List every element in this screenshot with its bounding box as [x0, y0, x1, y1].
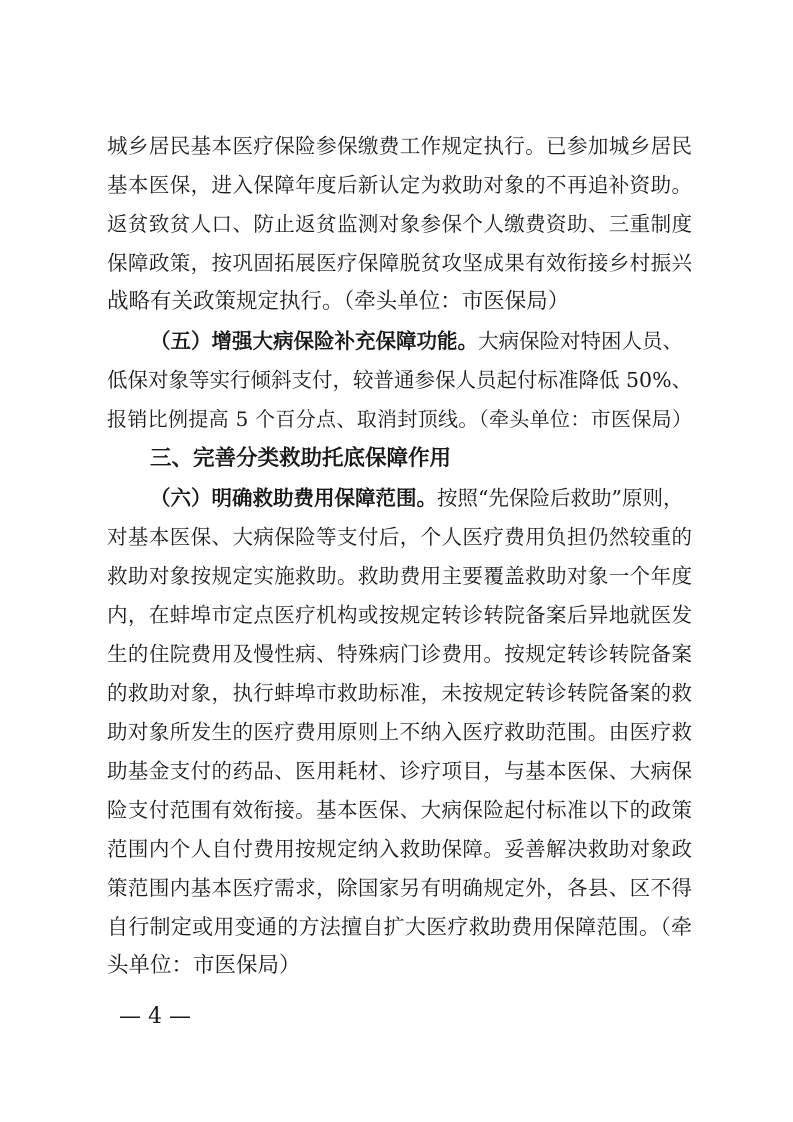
item-6-line: 策范围内基本医疗需求，除国家另有明确规定外，各县、区不得 [107, 876, 692, 900]
paragraph-line: 战略有关政策规定执行。（牵头单位：市医保局） [107, 289, 570, 314]
item-6-line [150, 480, 692, 516]
item-5-label: （五）增强大病保险补充保障功能。 [150, 329, 478, 353]
item-6-line: 的救助对象，执行蚌埠市救助标准，未按规定转诊转院备案的救 [107, 681, 692, 705]
item-6-label: （六）明确救助费用保障范围。 [150, 486, 437, 510]
item-5-line [150, 323, 692, 359]
item-6-line: 对基本医保、大病保险等支付后，个人医疗费用负担仍然较重的 [107, 525, 692, 549]
item-5-line: 报销比例提高 5 个百分点、取消封顶线。（牵头单位：市医保局） [107, 407, 692, 431]
paragraph-line: 基本医保，进入保障年度后新认定为救助对象的不再追补资助。 [107, 173, 692, 197]
item-6-line: 自行制定或用变通的方法擅自扩大医疗救助费用保障范围。（牵 [107, 915, 692, 939]
item-6-line: 内，在蚌埠市定点医疗机构或按规定转诊转院备案后异地就医发 [107, 603, 692, 627]
paragraph-line: 保障政策，按巩固拓展医疗保障脱贫攻坚成果有效衔接乡村振兴 [107, 251, 692, 275]
item-6-text: 按照“先保险后救助”原则， [437, 486, 684, 510]
item-6-line: 助基金支付的药品、医用耗材、诊疗项目，与基本医保、大病保 [107, 759, 692, 783]
item-5-text: 大病保险对特困人员、 [478, 329, 683, 353]
paragraph-line: 城乡居民基本医疗保险参保缴费工作规定执行。已参加城乡居民 [107, 134, 692, 158]
item-6-line: 范围内个人自付费用按规定纳入救助保障。妥善解决救助对象政 [107, 837, 692, 861]
paragraph-line: 返贫致贫人口、防止返贫监测对象参保个人缴费资助、三重制度 [107, 212, 692, 236]
item-6-line: 救助对象按规定实施救助。救助费用主要覆盖救助对象一个年度 [107, 564, 692, 588]
section-heading: 三、完善分类救助托底保障作用 [150, 446, 452, 471]
page-number: — 4 — [119, 1004, 191, 1029]
item-6-line: 生的住院费用及慢性病、特殊病门诊费用。按规定转诊转院备案 [107, 642, 692, 666]
item-5-line: 低保对象等实行倾斜支付，较普通参保人员起付标准降低 50%、 [107, 368, 693, 392]
item-6-line: 头单位：市医保局） [107, 953, 301, 978]
item-6-line: 助对象所发生的医疗费用原则上不纳入医疗救助范围。由医疗救 [107, 720, 692, 744]
item-6-line: 险支付范围有效衔接。基本医保、大病保险起付标准以下的政策 [107, 798, 692, 822]
